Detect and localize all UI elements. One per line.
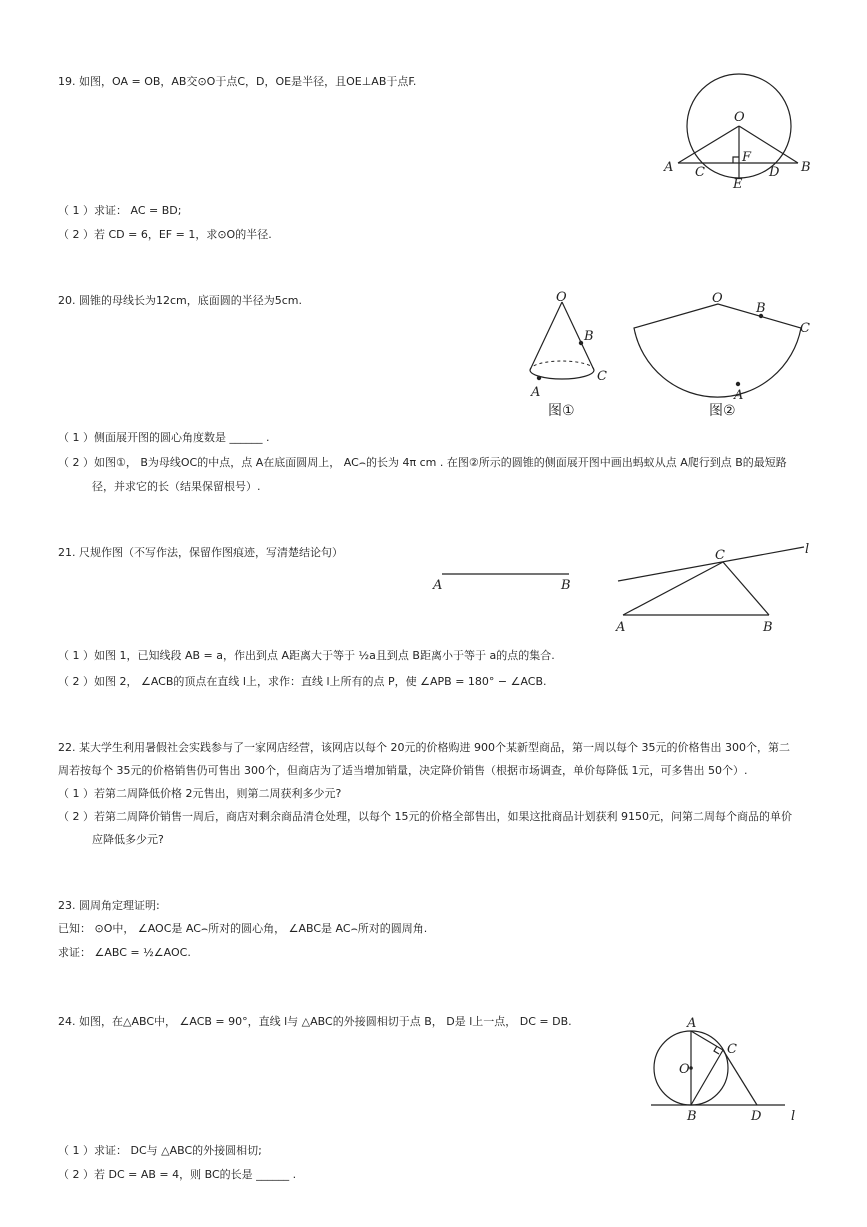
q19-label-F: F xyxy=(742,150,752,165)
q24-label-C: C xyxy=(727,1042,737,1057)
q24-label-l: l xyxy=(791,1109,796,1124)
q21-figure-1 xyxy=(430,564,580,596)
q20-fig2-label-B: B xyxy=(756,301,766,316)
q21-fig2-label-l: l xyxy=(805,542,810,557)
q24-stem: 24. 如图，在△ABC中， ∠ACB = 90°，直线 l与 △ABC的外接圆相切于点 B， D是 l上一点， DC = DB. xyxy=(58,1015,572,1028)
q20-figure-1 xyxy=(520,288,630,424)
q22-line1: 22. 某大学生利用暑假社会实践参与了一家网店经营，该网店以每个 20元的价格购进 900个某新型商品，第一周以每个 35元的价格售出 300个，第二 xyxy=(58,741,790,754)
q20-part2-line1: （ 2 ）如图①， B为母线OC的中点，点 A在底面圆周上， AC⌢的长为 4π cm . 在图②所示的圆锥的侧面展开图中画出蚂蚁从点 A爬行到点 B的最短路 xyxy=(58,456,787,469)
q22-part1: （ 1 ）若第二周降低价格 2元售出，则第二周获利多少元? xyxy=(58,787,342,800)
q19-label-O: O xyxy=(734,110,745,125)
q24-figure xyxy=(645,1015,810,1127)
q19-label-E: E xyxy=(733,177,743,192)
q19-stem: 19. 如图，OA = OB，AB交⊙O于点C，D，OE是半径，且OE⊥AB于点F. xyxy=(58,75,417,88)
q19-label-C: C xyxy=(695,165,705,180)
q19-part1: （ 1 ）求证： AC = BD; xyxy=(58,204,182,217)
q21-part2: （ 2 ）如图 2， ∠ACB的顶点在直线 l上，求作：直线 l上所有的点 P，使 ∠APB = 180° − ∠ACB. xyxy=(58,675,547,688)
q20-fig1-label-O: O xyxy=(556,290,567,305)
q19-figure xyxy=(660,66,820,196)
q22-part2-line2: 应降低多少元? xyxy=(92,833,164,846)
q24-label-D: D xyxy=(751,1109,762,1124)
q21-fig2-label-B: B xyxy=(763,620,773,635)
q22-line2: 周若按每个 35元的价格销售仍可售出 300个，但商店为了适当增加销量，决定降价销售（根据市场调查，单价每降低 1元，可多售出 50个）. xyxy=(58,764,748,777)
q20-fig2-label-A: A xyxy=(734,388,744,403)
q21-fig2-label-A: A xyxy=(616,620,626,635)
q19-label-B: B xyxy=(801,160,811,175)
q24-label-B: B xyxy=(687,1109,697,1124)
q20-fig1-caption: 图① xyxy=(548,403,575,419)
q21-fig1-label-B: B xyxy=(561,578,571,593)
q20-fig1-label-C: C xyxy=(597,369,607,384)
q21-fig1-label-A: A xyxy=(433,578,443,593)
q21-fig2-label-C: C xyxy=(715,548,725,563)
q24-label-O: O xyxy=(679,1062,690,1077)
q20-fig2-caption: 图② xyxy=(709,403,736,419)
q23-title: 23. 圆周角定理证明: xyxy=(58,899,160,912)
q23-prove: 求证： ∠ABC = ½∠AOC. xyxy=(58,946,191,959)
q21-stem: 21. 尺规作图（不写作法，保留作图痕迹，写清楚结论句） xyxy=(58,546,343,559)
q20-fig1-label-B: B xyxy=(584,329,594,344)
q19-label-A: A xyxy=(664,160,674,175)
q19-label-D: D xyxy=(769,165,780,180)
q24-part1: （ 1 ）求证： DC与 △ABC的外接圆相切; xyxy=(58,1144,262,1157)
q19-part2: （ 2 ）若 CD = 6，EF = 1，求⊙O的半径. xyxy=(58,228,272,241)
q22-part2-line1: （ 2 ）若第二周降价销售一周后，商店对剩余商品清仓处理，以每个 15元的价格全部售出，如果这批商品计划获利 9150元，问第二周每个商品的单价 xyxy=(58,810,792,823)
q23-given: 已知： ⊙O中， ∠AOC是 AC⌢所对的圆心角， ∠ABC是 AC⌢所对的圆周角. xyxy=(58,922,428,935)
q24-label-A: A xyxy=(687,1016,697,1031)
q21-figure-2 xyxy=(605,538,825,636)
q20-fig2-label-C: C xyxy=(800,321,810,336)
q20-fig1-label-A: A xyxy=(531,385,541,400)
q21-part1: （ 1 ）如图 1，已知线段 AB = a，作出到点 A距离大于等于 ½a且到点 B距离小于等于 a的点的集合. xyxy=(58,649,555,662)
q20-figure-2 xyxy=(628,286,818,426)
q20-stem: 20. 圆锥的母线长为12cm，底面圆的半径为5cm. xyxy=(58,294,303,307)
q20-part1: （ 1 ）侧面展开图的圆心角度数是 ______ . xyxy=(58,431,270,444)
q20-fig2-label-O: O xyxy=(712,291,723,306)
q20-part2-line2: 径，并求它的长（结果保留根号）. xyxy=(92,480,261,493)
q24-part2: （ 2 ）若 DC = AB = 4，则 BC的长是 ______ . xyxy=(58,1168,297,1181)
